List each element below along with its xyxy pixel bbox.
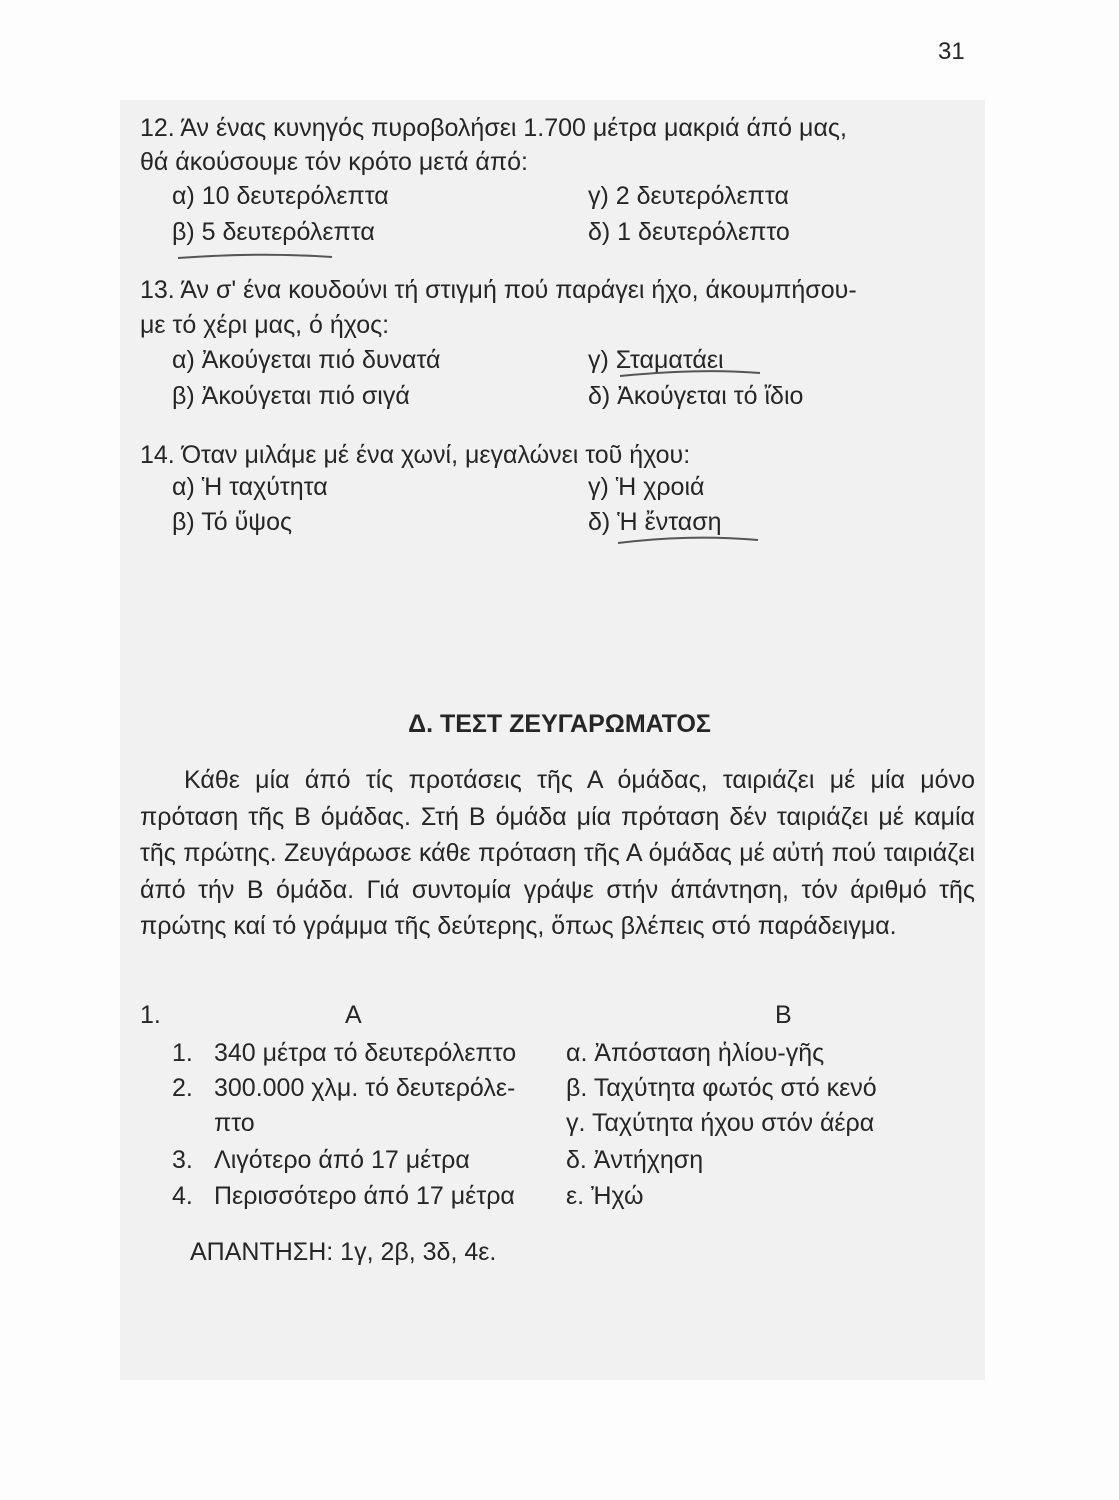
- option: β) 5 δευτερόλεπτα: [172, 218, 375, 246]
- underline-mark: [620, 371, 760, 376]
- option: β) Ἀκούγεται πιό σιγά: [172, 382, 410, 410]
- column-b-item: α. Ἀπόσταση ἡλίου-γῆς: [566, 1039, 825, 1067]
- example-answer: ΑΠΑΝΤΗΣΗ: 1γ, 2β, 3δ, 4ε.: [190, 1238, 497, 1266]
- column-b-item: γ. Ταχύτητα ήχου στόν άέρα: [566, 1109, 875, 1137]
- column-b-header: Β: [775, 1001, 792, 1029]
- option: α) Ἡ ταχύτητα: [172, 473, 328, 501]
- underline-mark: [178, 255, 332, 258]
- column-a-item: Περισσότερο άπό 17 μέτρα: [214, 1182, 515, 1210]
- question-14-line1: 14. Όταν μιλάμε μέ ένα χωνί, μεγαλώνει τοῦ ήχου:: [140, 441, 691, 469]
- column-b-item: β. Ταχύτητα φωτός στό κενό: [566, 1074, 877, 1102]
- row-number: 3.: [172, 1146, 193, 1174]
- option: δ) Ἡ ἔνταση: [588, 508, 722, 536]
- question-13-line2: με τό χέρι μας, ό ήχος:: [140, 311, 390, 339]
- option: γ) Σταματάει: [588, 346, 724, 374]
- question-12-line2: θά άκούσουμε τόν κρότο μετά άπό:: [140, 148, 528, 176]
- column-a-item: 340 μέτρα τό δευτερόλεπτο: [214, 1039, 517, 1067]
- example-number: 1.: [140, 1001, 161, 1029]
- column-b-item: δ. Ἀντήχηση: [566, 1146, 704, 1174]
- page-number: 31: [938, 38, 965, 65]
- row-number: 2.: [172, 1074, 193, 1102]
- option: α) 10 δευτερόλεπτα: [172, 182, 389, 210]
- column-a-item: Λιγότερο άπό 17 μέτρα: [214, 1146, 470, 1174]
- section-instructions: Κάθε μία άπό τίς προτάσεις τῆς Α όμάδας, ταιριάζει μέ μία μόνο πρόταση τῆς Β όμάδας. Στή Β όμάδα μία πρόταση δέν ταιριάζει μέ καμία τῆς πρώτης. Ζευγάρωσε κάθε πρόταση τῆς Α όμάδας μέ αὐτή πού ταιριάζει άπό τήν Β όμάδα. Γιά συντομία γράψε στήν άπάντηση, τόν άριθμό τῆς πρώτης καί τό γράμμα τῆς δεύτερης, ὅπως βλέπεις στό παράδειγμα.: [140, 766, 975, 940]
- question-12-line1: 12. Άν ένας κυνηγός πυροβολήσει 1.700 μέτρα μακριά άπό μας,: [140, 114, 847, 142]
- column-a-header: Α: [345, 1001, 362, 1029]
- option: δ) 1 δευτερόλεπτο: [588, 218, 790, 246]
- column-b-item: ε. Ἠχώ: [566, 1182, 644, 1210]
- column-a-item: 300.000 χλμ. τό δευτερόλε-: [214, 1074, 516, 1102]
- row-number: 4.: [172, 1182, 193, 1210]
- option: β) Τό ὕψος: [172, 508, 293, 536]
- option: γ) Ἡ χροιά: [588, 473, 705, 501]
- underline-mark: [618, 538, 758, 543]
- column-a-item: πτο: [214, 1109, 255, 1137]
- option: γ) 2 δευτερόλεπτα: [588, 182, 789, 210]
- option: δ) Ἀκούγεται τό ἴδιο: [588, 382, 804, 410]
- section-title: Δ. ΤΕΣΤ ΖΕΥΓΑΡΩΜΑΤΟΣ: [408, 710, 711, 738]
- option: α) Ἀκούγεται πιό δυνατά: [172, 346, 441, 374]
- row-number: 1.: [172, 1039, 193, 1067]
- question-13-line1: 13. Άν σ' ένα κουδούνι τή στιγμή πού παράγει ήχο, άκουμπήσου-: [140, 276, 857, 304]
